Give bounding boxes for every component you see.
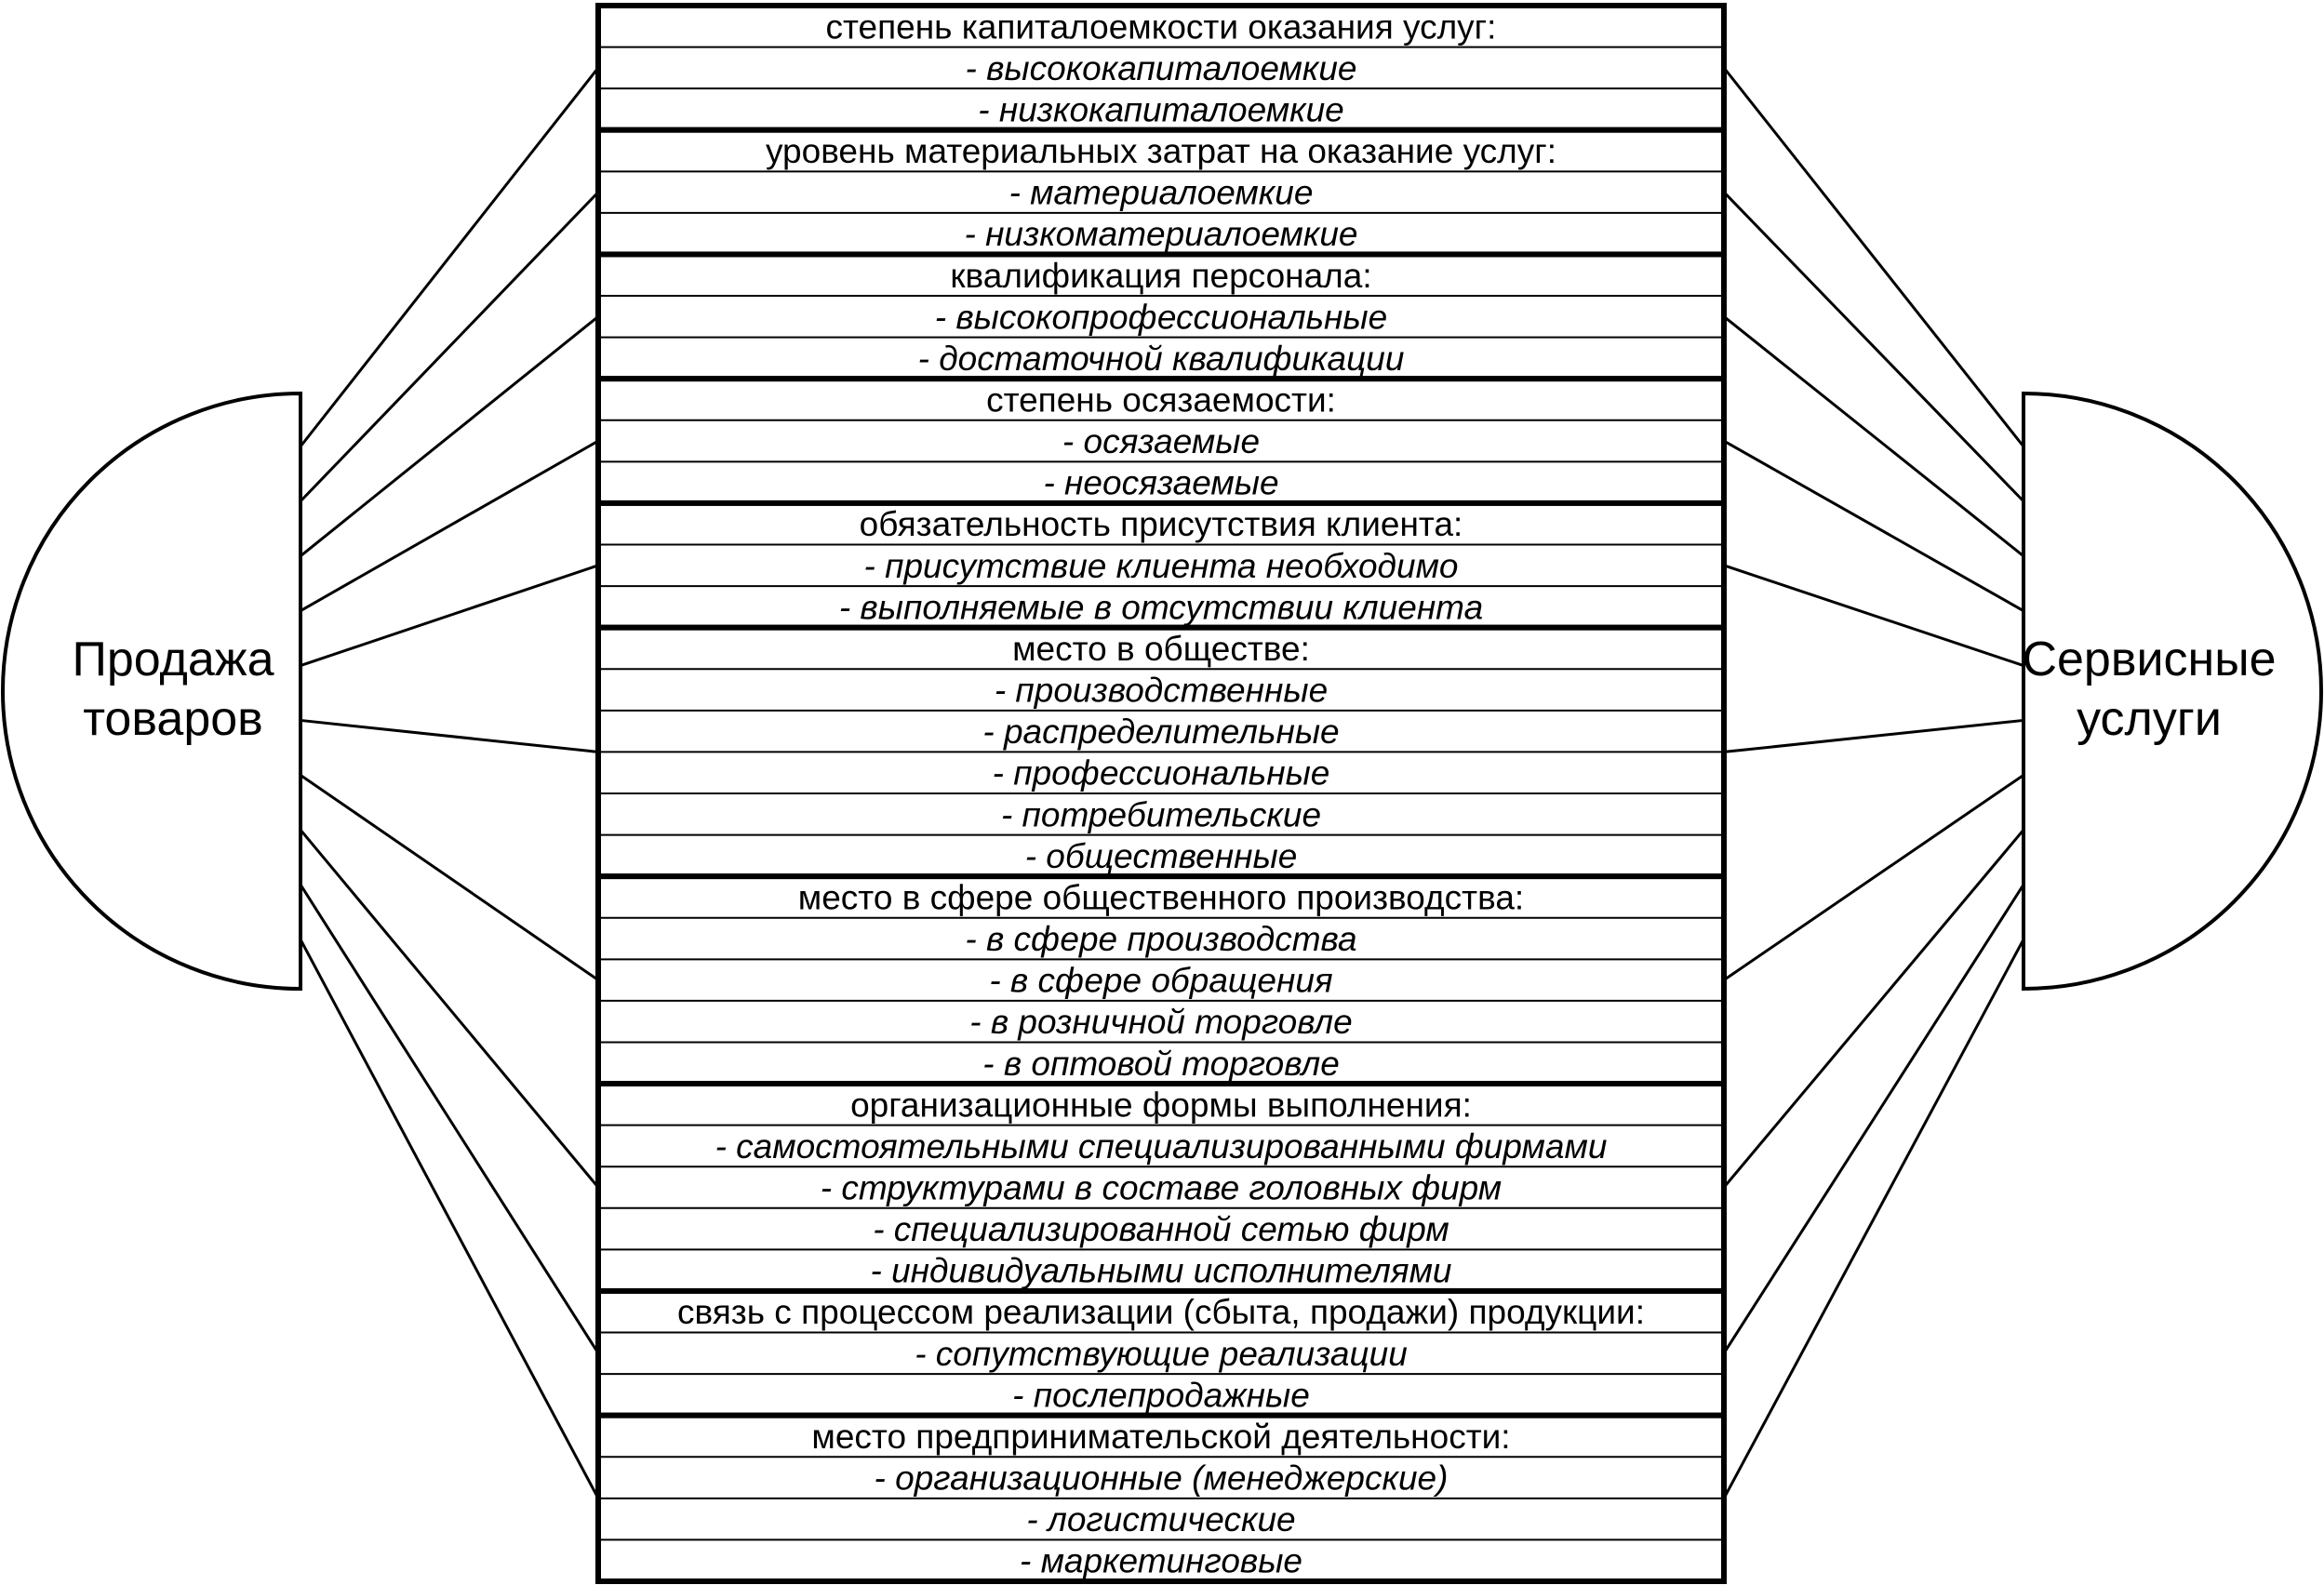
criteria-group bbox=[598, 503, 1724, 628]
group-item: - индивидуальными исполнителями bbox=[870, 1251, 1452, 1290]
group-item: - структурами в составе головных фирм bbox=[820, 1168, 1503, 1207]
group-item: - низкокапиталоемкие bbox=[978, 90, 1344, 129]
group-item: - в сфере обращения bbox=[989, 961, 1333, 1000]
criteria-group bbox=[598, 130, 1724, 255]
left-connector-line bbox=[301, 775, 598, 979]
group-item: - распределительные bbox=[982, 713, 1340, 752]
group-item: - потребительские bbox=[1000, 795, 1322, 834]
left-node bbox=[3, 393, 301, 989]
right-node bbox=[2022, 393, 2321, 989]
group-item: - высококапиталоемкие bbox=[965, 48, 1357, 87]
group-item: - в оптовой торговле bbox=[982, 1044, 1340, 1083]
right-connector-line bbox=[1724, 566, 2023, 666]
group-item: - логистические bbox=[1026, 1500, 1296, 1539]
right-connector-line bbox=[1724, 68, 2023, 446]
left-connector-line bbox=[301, 830, 598, 1187]
left-connector-line bbox=[301, 68, 598, 446]
right-connector-line bbox=[1724, 830, 2023, 1187]
criteria-group bbox=[598, 6, 1724, 130]
group-item: - выполняемые в отсутствии клиента bbox=[838, 588, 1484, 627]
left-connector-line bbox=[301, 566, 598, 666]
group-header: уровень материальных затрат на оказание услуг: bbox=[765, 132, 1557, 171]
group-header: место в обществе: bbox=[1012, 629, 1310, 668]
group-item: - маркетинговые bbox=[1019, 1541, 1303, 1580]
left-connector-line bbox=[301, 885, 598, 1353]
group-item: - профессиональные bbox=[992, 753, 1330, 792]
group-item: - неосязаемые bbox=[1043, 463, 1279, 502]
group-item: - сопутствующие реализации bbox=[915, 1334, 1408, 1373]
group-item: - производственные bbox=[994, 671, 1329, 710]
group-header: степень капиталоемкости оказания услуг: bbox=[825, 7, 1497, 47]
group-item: - достаточной квалификации bbox=[917, 339, 1405, 378]
group-item: - осязаемые bbox=[1062, 422, 1261, 461]
group-item: - общественные bbox=[1024, 836, 1298, 875]
left-connector-line bbox=[301, 316, 598, 555]
criteria-table bbox=[598, 6, 1724, 1581]
right-connector-line bbox=[1724, 775, 2023, 979]
group-header: место в сфере общественного производства: bbox=[797, 878, 1525, 917]
group-item: - послепродажные bbox=[1012, 1376, 1310, 1415]
left-connector-line bbox=[301, 939, 598, 1498]
right-connector-line bbox=[1724, 720, 2023, 752]
group-item: - присутствие клиента необходимо bbox=[863, 546, 1459, 585]
right-connector-line bbox=[1724, 316, 2023, 555]
criteria-group bbox=[598, 254, 1724, 379]
right-node-label-line-2: услуги bbox=[2077, 692, 2222, 746]
left-connector-line bbox=[301, 193, 598, 501]
group-item: - в розничной торговле bbox=[969, 1003, 1353, 1042]
group-item: - низкоматериалоемкие bbox=[964, 215, 1358, 254]
group-header: организационные формы выполнения: bbox=[850, 1086, 1472, 1125]
group-item: - организационные (менеджерские) bbox=[874, 1458, 1449, 1498]
right-half-circle bbox=[2023, 393, 2321, 989]
right-node-label-line-1: Сервисные bbox=[2022, 633, 2277, 686]
group-header: обязательность присутствия клиента: bbox=[859, 505, 1463, 544]
group-item: - специализированной сетью фирм bbox=[873, 1210, 1449, 1249]
criteria-group bbox=[598, 1084, 1724, 1291]
criteria-group bbox=[598, 876, 1724, 1084]
right-connector-line bbox=[1724, 939, 2023, 1498]
left-node-label-line-1: Продажа bbox=[72, 633, 274, 686]
group-header: место предпринимательской деятельности: bbox=[811, 1417, 1511, 1456]
left-half-circle bbox=[3, 393, 301, 989]
left-node-label-line-2: товаров bbox=[83, 692, 263, 746]
right-connector-line bbox=[1724, 441, 2023, 611]
group-header: степень осязаемости: bbox=[986, 380, 1336, 420]
criteria-group bbox=[598, 1416, 1724, 1581]
criteria-group bbox=[598, 379, 1724, 503]
criteria-group bbox=[598, 628, 1724, 876]
right-connector-line bbox=[1724, 885, 2023, 1353]
group-item: - материалоемкие bbox=[1008, 173, 1314, 212]
group-item: - в сфере производства bbox=[965, 920, 1357, 959]
left-connector-line bbox=[301, 441, 598, 611]
right-connector-line bbox=[1724, 193, 2023, 501]
group-item: - самостоятельными специализированными фирмами bbox=[715, 1126, 1608, 1165]
group-header: квалификация персонала: bbox=[950, 256, 1372, 295]
group-header: связь с процессом реализации (сбыта, продажи) продукции: bbox=[677, 1293, 1645, 1332]
group-item: - высокопрофессиональные bbox=[934, 298, 1388, 337]
left-connector-line bbox=[301, 720, 598, 752]
criteria-group bbox=[598, 1291, 1724, 1416]
